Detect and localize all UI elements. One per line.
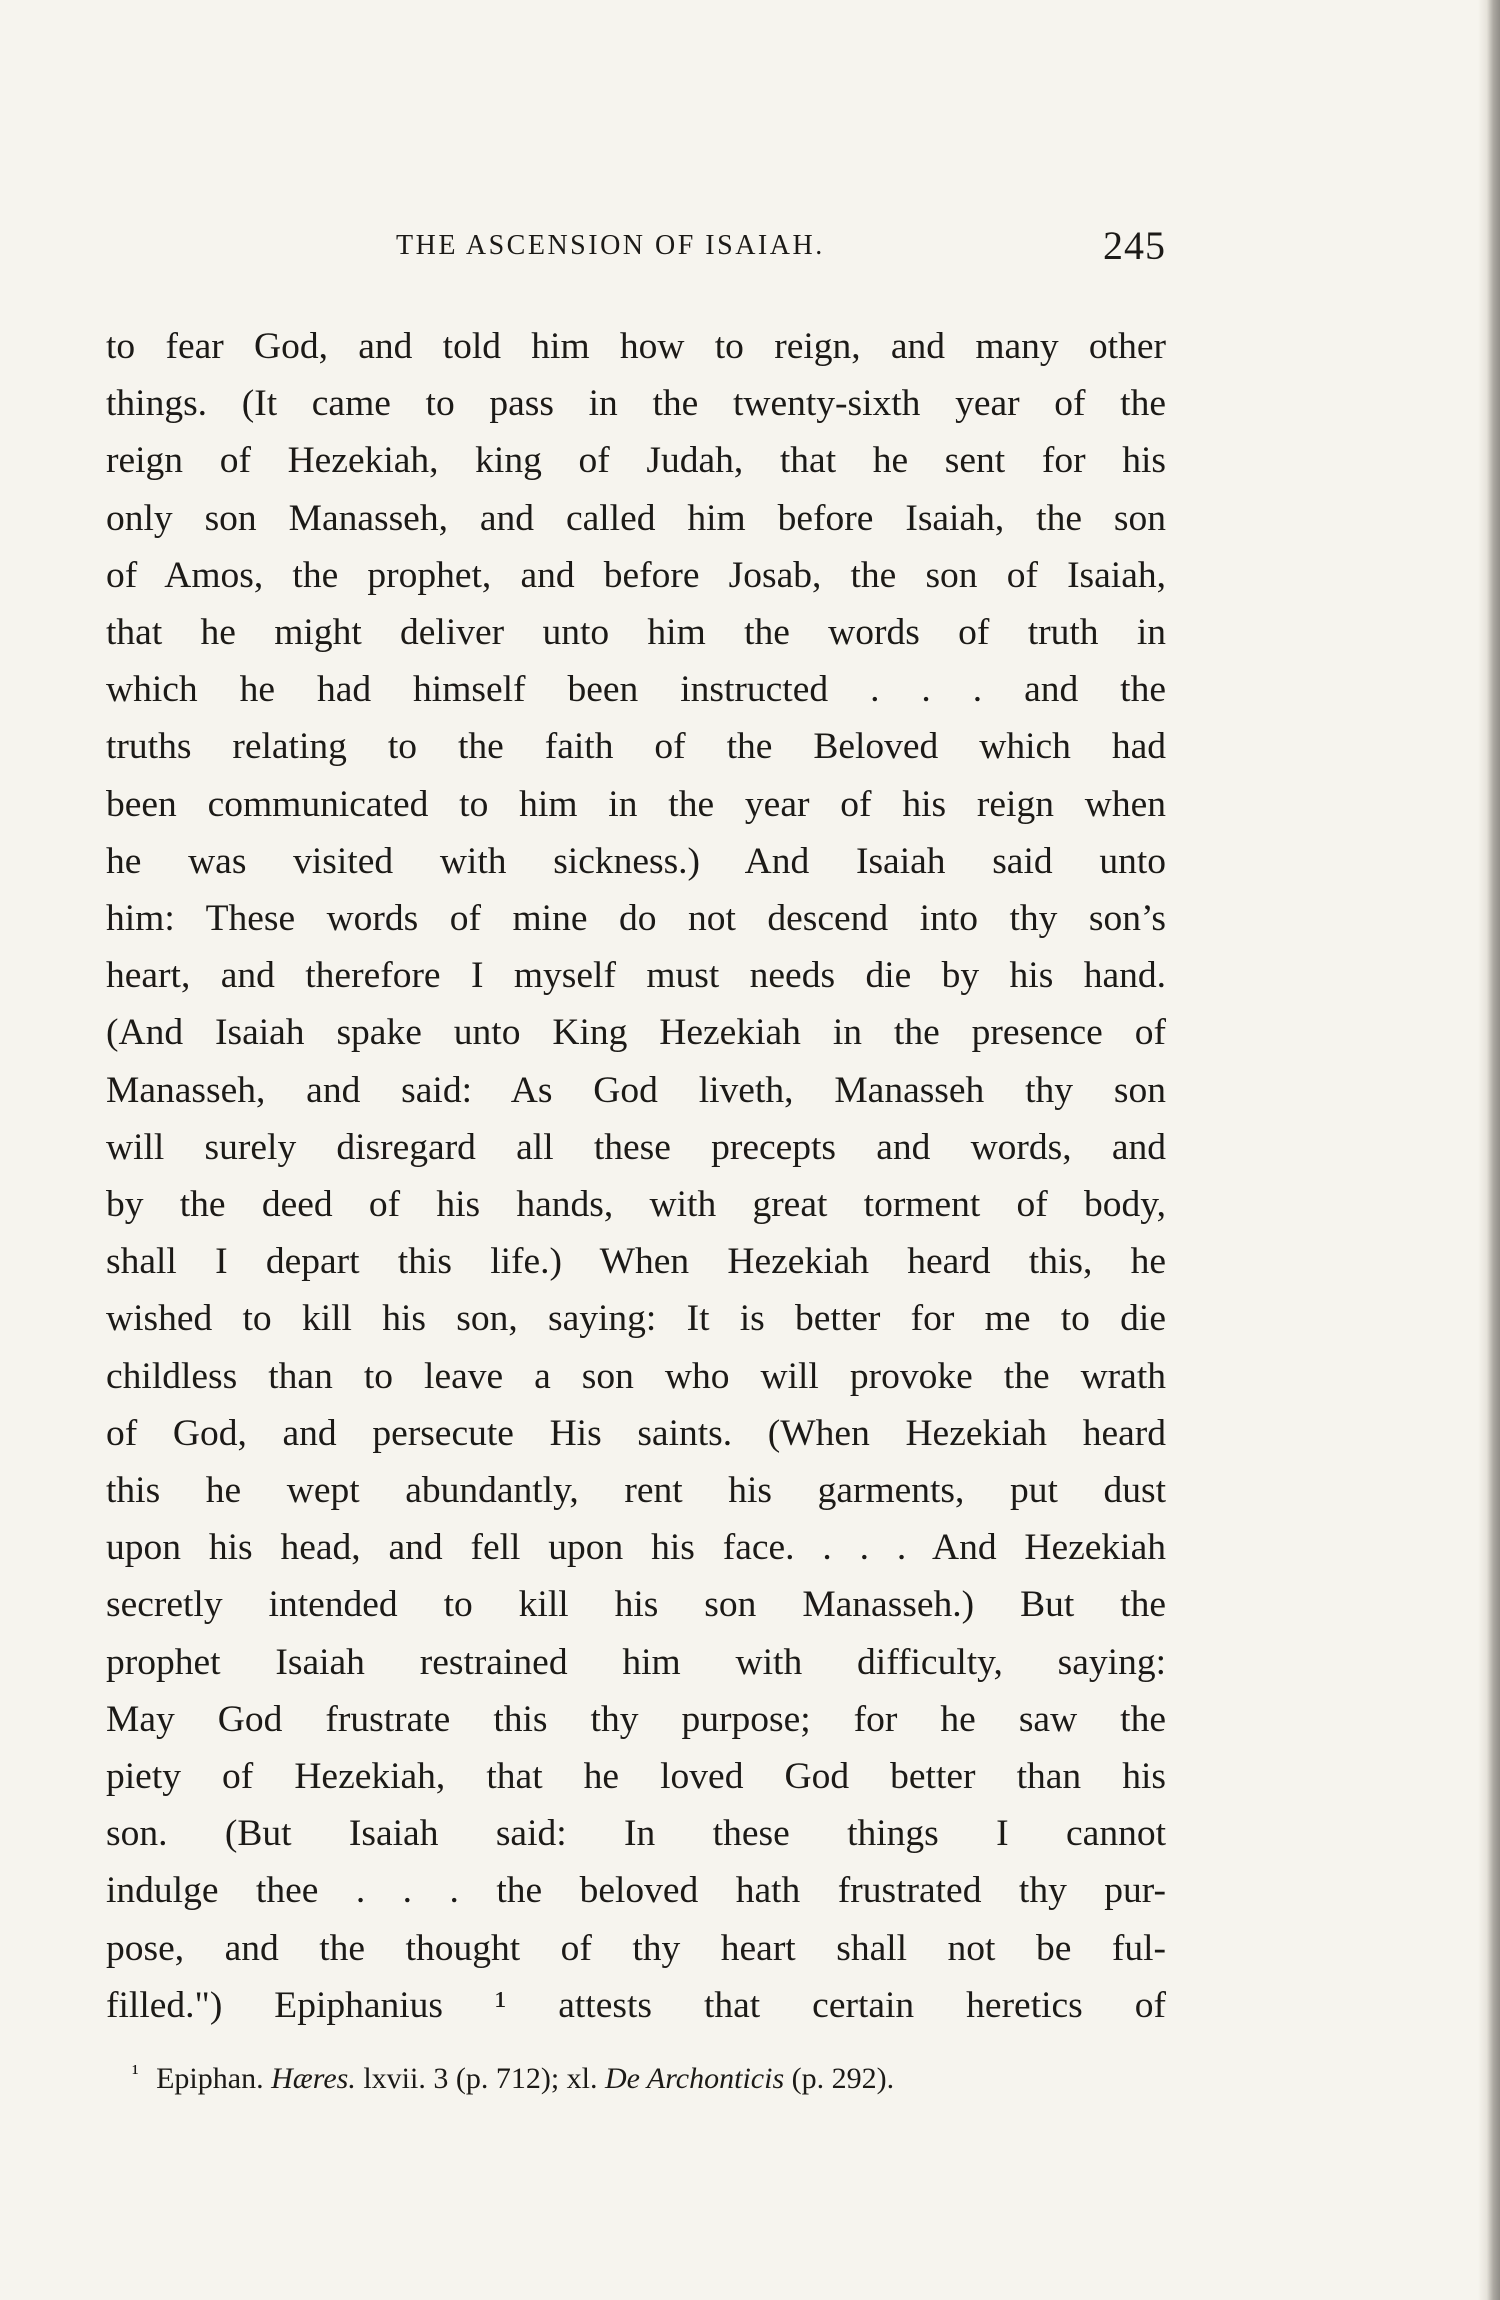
footnote	[132, 2053, 1166, 2099]
text-line: prophet Isaiah restrained him with difficulty, saying:	[106, 1641, 1166, 1683]
text-line: May God frustrate this thy purpose; for he saw the	[106, 1698, 1166, 1740]
footnote-work-title-2: De Archonticis	[604, 2062, 785, 2095]
text-line: which he had himself been instructed . . . and the	[106, 669, 1166, 711]
text-line: he was visited with sickness.) And Isaiah said unto	[106, 840, 1166, 882]
text-line: will surely disregard all these precepts and words, and	[106, 1126, 1166, 1168]
text-line: secretly intended to kill his son Manasseh.) But the	[106, 1584, 1166, 1626]
text-line: filled.") Epiphanius ¹ attests that certain heretics of	[106, 1984, 1166, 2026]
text-line: that he might deliver unto him the words of truth in	[106, 612, 1166, 654]
text-line: of Amos, the prophet, and before Josab, the son of Isaiah,	[106, 554, 1166, 596]
text-line: to fear God, and told him how to reign, and many other	[106, 326, 1166, 367]
text-line: this he wept abundantly, rent his garments, put dust	[106, 1470, 1166, 1512]
text-line: of God, and persecute His saints. (When Hezekiah heard	[106, 1412, 1166, 1454]
page-binding-shadow	[1478, 0, 1500, 2300]
page-number: 245	[1103, 223, 1166, 268]
text-line: piety of Hezekiah, that he loved God better than his	[106, 1756, 1166, 1798]
footnote-reference: lxvii. 3 (p. 712); xl.	[363, 2062, 598, 2095]
text-line: only son Manasseh, and called him before Isaiah, the son	[106, 497, 1166, 539]
text-line: indulge thee . . . the beloved hath frustrated thy pur-	[106, 1870, 1166, 1912]
text-line: childless than to leave a son who will provoke the wrath	[106, 1355, 1166, 1397]
text-line: truths relating to the faith of the Beloved which had	[106, 726, 1166, 768]
text-line: been communicated to him in the year of his reign when	[106, 783, 1166, 825]
footnote-author: Epiphan.	[156, 2062, 264, 2095]
footnote-work-title: Hæres.	[271, 2062, 356, 2095]
running-title: THE ASCENSION OF ISAIAH.	[396, 230, 825, 261]
text-line: Manasseh, and said: As God liveth, Manasseh thy son	[106, 1069, 1166, 1111]
footnote-reference-2: (p. 292).	[791, 2062, 895, 2095]
text-line: him: These words of mine do not descend into thy son’s	[106, 898, 1166, 940]
body-text	[106, 318, 1166, 2034]
text-line: son. (But Isaiah said: In these things I cannot	[106, 1813, 1166, 1855]
text-line: wished to kill his son, saying: It is better for me to die	[106, 1298, 1166, 1340]
text-line: heart, and therefore I myself must needs die by his hand.	[106, 955, 1166, 997]
page-header	[396, 222, 1166, 282]
text-line: pose, and the thought of thy heart shall not be ful-	[106, 1927, 1166, 1969]
text-line: by the deed of his hands, with great torment of body,	[106, 1184, 1166, 1226]
text-line: shall I depart this life.) When Hezekiah heard this, he	[106, 1241, 1166, 1283]
footnote-marker: ¹	[132, 2060, 139, 2085]
text-line: reign of Hezekiah, king of Judah, that he sent for his	[106, 440, 1166, 482]
text-line: things. (It came to pass in the twenty-sixth year of the	[106, 383, 1166, 425]
text-line: (And Isaiah spake unto King Hezekiah in the presence of	[106, 1012, 1166, 1054]
text-line: upon his head, and fell upon his face. . . . And Hezekiah	[106, 1527, 1166, 1569]
